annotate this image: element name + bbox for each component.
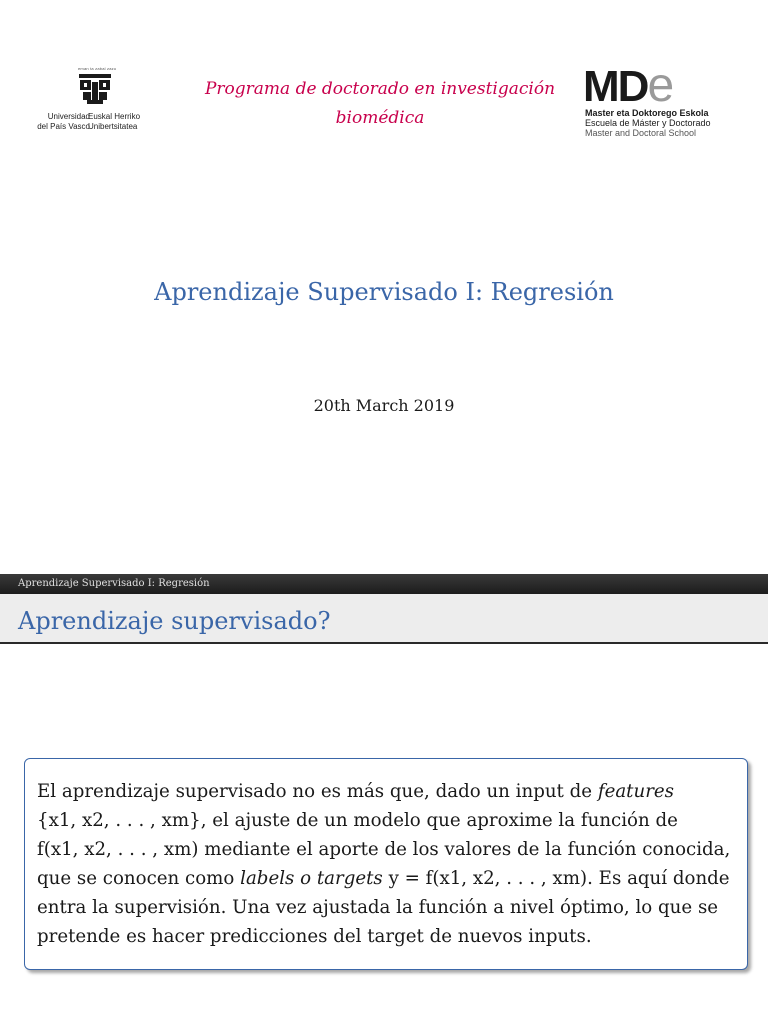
frame-title: Aprendizaje supervisado? (0, 594, 768, 644)
program-name-line2: biomédica (335, 108, 425, 128)
definition-text-2: , el ajuste de un modelo que aproxime la función de (200, 810, 678, 831)
upv-name-eu-line2: Unibertsitatea (88, 122, 138, 131)
presentation-date: 20th March 2019 (313, 396, 455, 415)
definition-text-3: mediante el aporte de los valores de la función conocida, que se conocen como (37, 839, 731, 889)
upv-motto: eman ta zabal zazu (78, 66, 117, 71)
upv-name-es-line1: Universidad (47, 112, 90, 121)
definition-text-4: . Es aquí donde entra la supervisión. Una vez ajustada la función a nivel óptimo, lo que se pretende es hacer predicciones del target de nuevos inputs. (37, 868, 730, 947)
program-name (180, 75, 580, 133)
upv-emblem-icon (77, 70, 113, 106)
mde-logo-line2: Escuela de Máster y Doctorado (585, 118, 711, 128)
mde-logo-mark (583, 59, 673, 112)
definition-math-1: {x1, x2, . . . , xm} (37, 810, 201, 831)
upv-logo (22, 66, 172, 136)
mde-logo-e: e (647, 59, 673, 112)
mde-logo-md: MD (583, 62, 648, 111)
mde-logo (583, 59, 733, 144)
definition-features-term: features (597, 781, 674, 802)
slide-headline: Aprendizaje Supervisado I: Regresión (0, 574, 768, 594)
upv-name-eu-line1: Euskal Herriko (88, 112, 141, 121)
definition-text-1: El aprendizaje supervisado no es más que, dado un input de (37, 781, 598, 802)
definition-labels-term: labels o targets (240, 868, 383, 889)
upv-name-es (24, 112, 90, 132)
program-name-line1: Programa de doctorado en investigación (204, 79, 556, 99)
definition-block (24, 758, 748, 970)
definition-math-2: f(x1, x2, . . . , xm) (37, 839, 199, 860)
mde-logo-line3: Master and Doctoral School (585, 128, 697, 138)
definition-text (37, 777, 735, 951)
upv-name-eu (88, 112, 168, 132)
presentation-title: Aprendizaje Supervisado I: Regresión (154, 278, 614, 306)
definition-math-3: y = f(x1, x2, . . . , xm) (388, 868, 588, 889)
upv-name-es-line2: del País Vasco (37, 122, 90, 131)
mde-logo-line1: Master eta Doktorego Eskola (585, 108, 709, 118)
mde-logo-text (585, 108, 711, 138)
